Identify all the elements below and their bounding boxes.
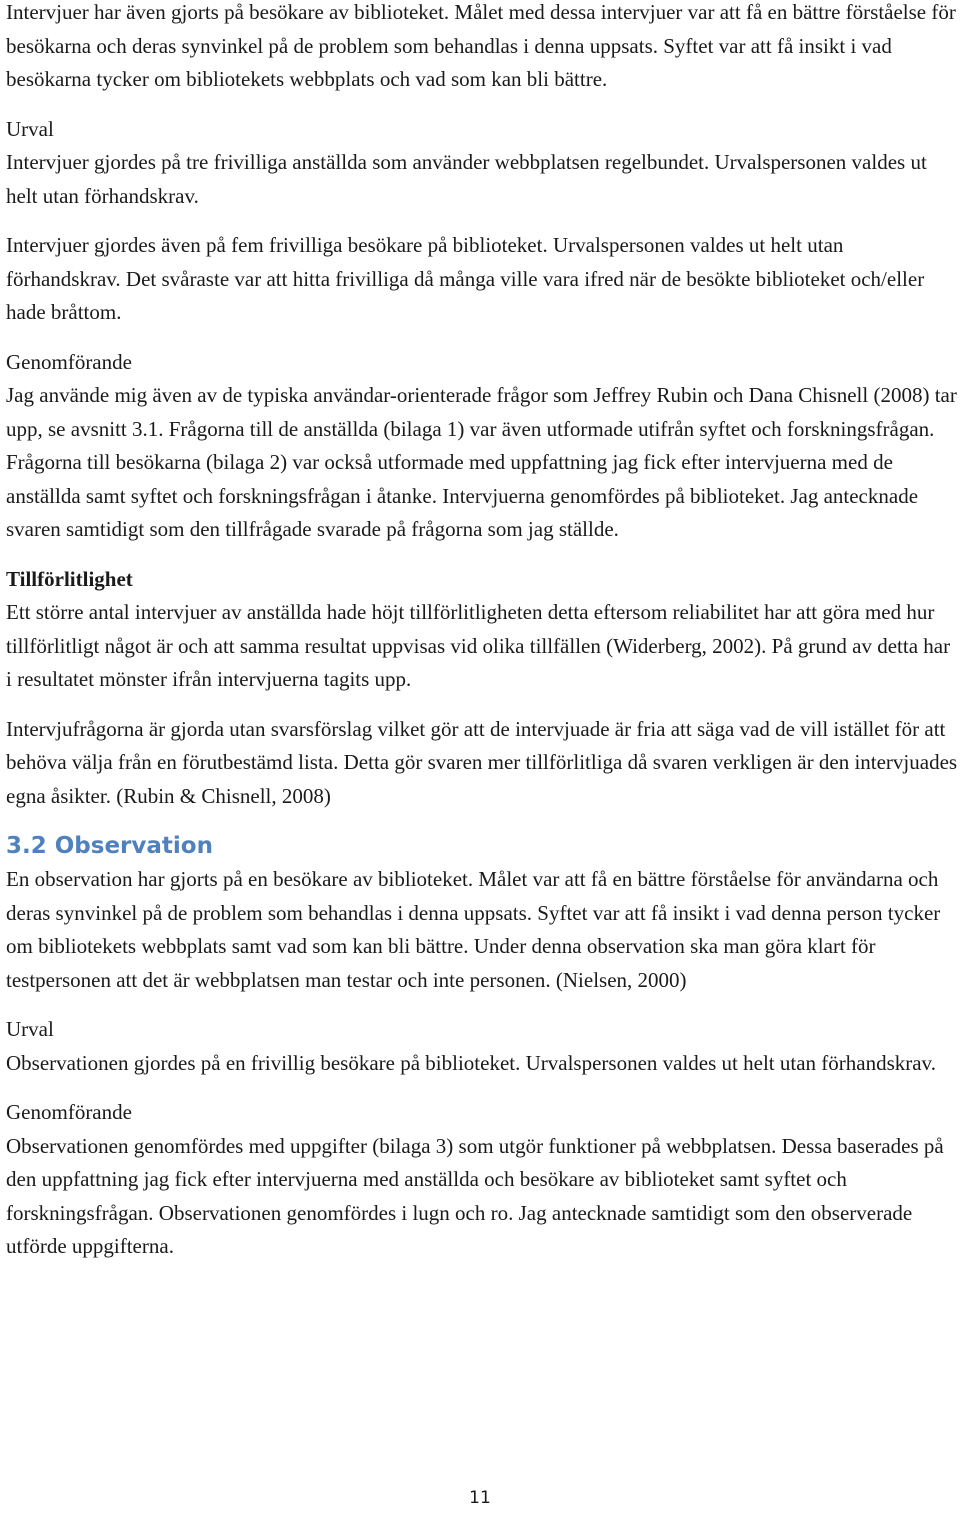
tillforlitlighet-heading: Tillförlitlighet [6, 566, 133, 591]
urval-heading: Urval [6, 116, 54, 141]
genomforande-paragraph-2: Observationen genomfördes med uppgifter (bilaga 3) som utgör funktioner på webbplatsen. Dessa baserades på den uppfattning jag fick efter intervjuerna med anställda och besökare av biblioteket samt syftet och forskningsfrågan. Observationen genomfördes i lugn och ro. Jag antecknade samtidigt som den observerade utförde uppgifterna. [6, 1133, 944, 1258]
tillforlitlighet-paragraph-1: Ett större antal intervjuer av anställda hade höjt tillförlitligheten detta eftersom reliabilitet har att göra med hur tillförlitligt något är och att samma resultat uppvisas vid olika tillfällen (Widerberg, 2002). På grund av detta har i resultatet mönster ifrån intervjuerna tagits upp. [6, 600, 951, 691]
observation-paragraph: En observation har gjorts på en besökare av biblioteket. Målet var att få en bättre förståelse för användarna och deras synvinkel på de problem som behandlas i denna uppsats. Syftet var att få insikt i vad denna person tycker om bibliotekets webbplats samt vad som kan bli bättre. Under denna observation ska man göra klart för testpersonen att det är webbplatsen man testar och inte personen. (Nielsen, 2000) [6, 867, 941, 992]
section-heading-observation: 3.2 Observation [6, 833, 213, 859]
tillforlitlighet-paragraph-2: Intervjufrågorna är gjorda utan svarsförslag vilket gör att de intervjuade är fria att säga vad de vill istället för att behöva välja från en förutbestämd lista. Detta gör svaren mer tillförlitliga då svaren verkligen är den intervjuades egna åsikter. (Rubin & Chisnell, 2008) [6, 716, 958, 808]
urval-heading-2: Urval [6, 1017, 54, 1041]
page-number: 11 [469, 1488, 491, 1508]
urval-paragraph-2: Intervjuer gjordes även på fem frivilliga besökare på biblioteket. Urvalspersonen valdes ut helt utan förhandskrav. Det svåraste var att hitta frivilliga då många ville vara ifred när de besökte biblioteket och/eller hade bråttom. [6, 233, 925, 324]
document-page [6, 0, 958, 1264]
urval-paragraph-1: Intervjuer gjordes på tre frivilliga anställda som använder webbplatsen regelbundet. Urvalspersonen valdes ut helt utan förhandskrav. [6, 150, 927, 208]
genomforande-heading: Genomförande [6, 349, 132, 374]
genomforande-heading-2: Genomförande [6, 1100, 132, 1124]
genomforande-paragraph-1: Jag använde mig även av de typiska användar-orienterade frågor som Jeffrey Rubin och Dana Chisnell (2008) tar upp, se avsnitt 3.1. Frågorna till de anställda (bilaga 1) var även utformade utifrån syftet och forskningsfrågan. Frågorna till besökarna (bilaga 2) var också utformade med uppfattning jag fick efter intervjuerna med de anställda samt syftet och forskningsfrågan i åtanke. Intervjuerna genomfördes på biblioteket. Jag antecknade svaren samtidigt som den tillfrågade svarade på frågorna som jag ställde. [6, 383, 957, 541]
intro-paragraph: Intervjuer har även gjorts på besökare av biblioteket. Målet med dessa intervjuer var att få en bättre förståelse för besökarna och deras synvinkel på de problem som behandlas i denna uppsats. Syftet var att få insikt i vad besökarna tycker om bibliotekets webbplats och vad som kan bli bättre. [6, 0, 956, 91]
urval-paragraph-3: Observationen gjordes på en frivillig besökare på biblioteket. Urvalspersonen valdes ut helt utan förhandskrav. [6, 1050, 936, 1075]
